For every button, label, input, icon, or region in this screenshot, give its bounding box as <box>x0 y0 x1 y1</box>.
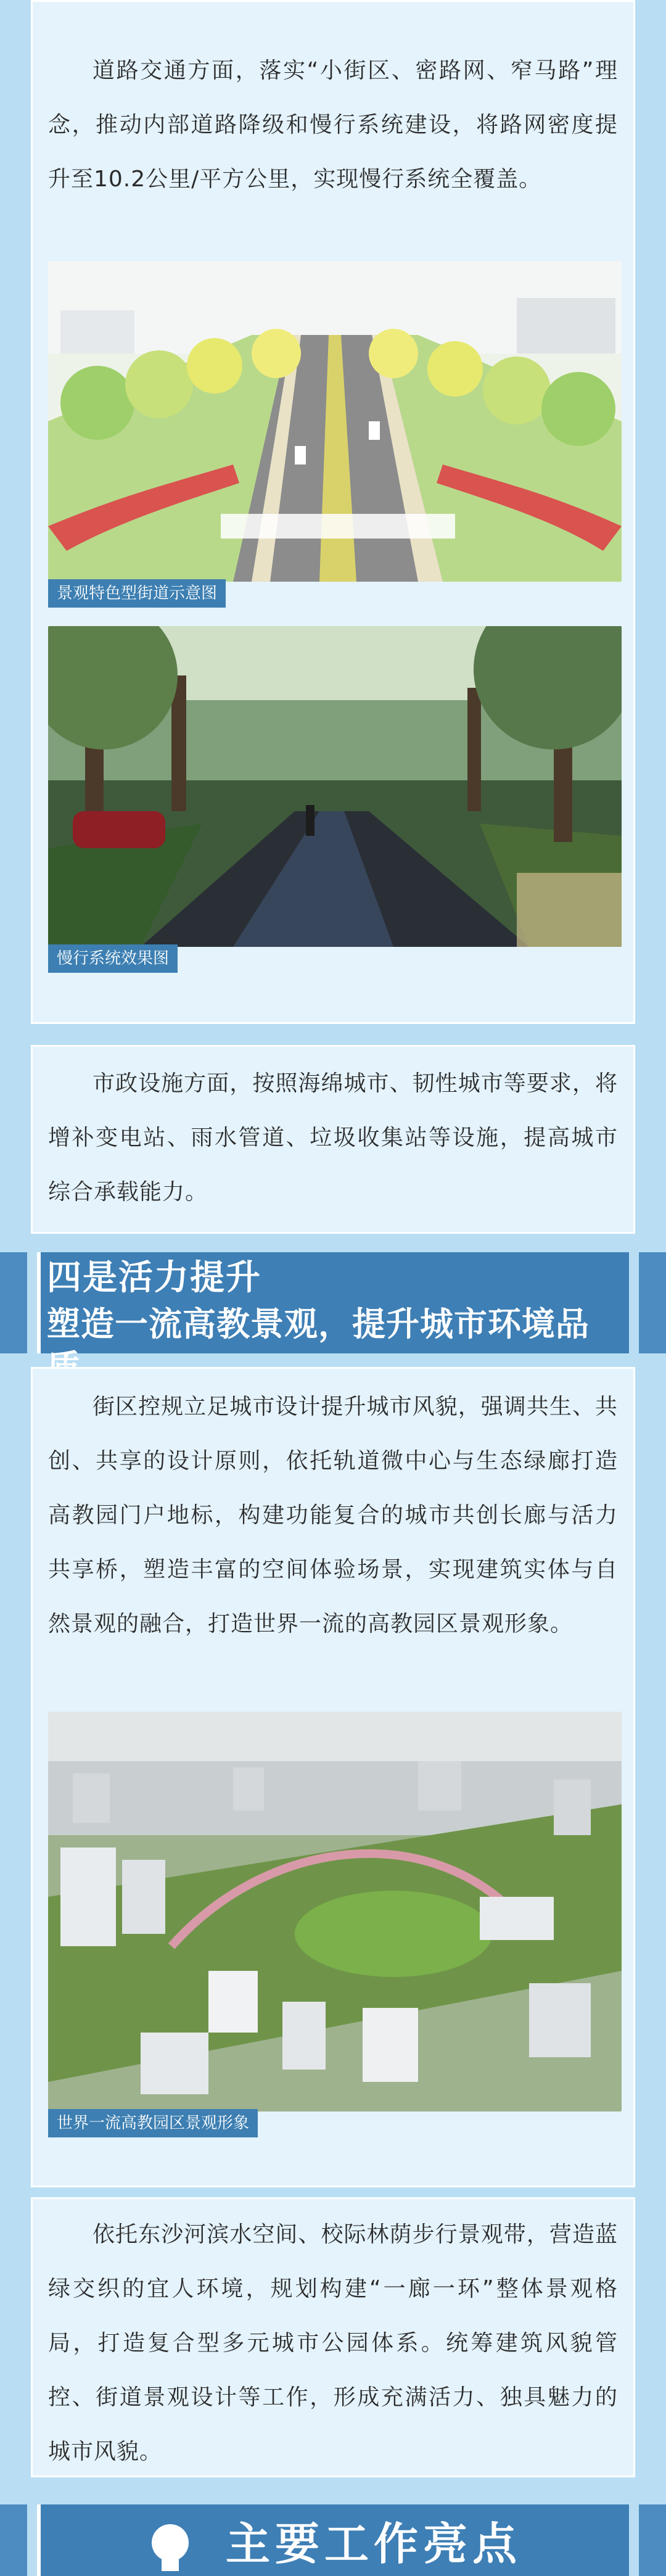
section-heading-vitality <box>37 1252 629 1353</box>
footer-band-right-edge <box>639 2504 666 2576</box>
municipal-paragraph: 市政设施方面，按照海绵城市、韧性城市等要求，将增补变电站、雨水管道、垃圾收集站等设施，提高城市综合承载能力。 <box>48 1071 618 1205</box>
footer-heading-title: 主要工作亮点 <box>226 2518 522 2570</box>
landscape-paragraph: 街区控规立足城市设计提升城市风貌，强调共生、共创、共享的设计原则，依托轨道微中心与生态绿廊打造高教园门户地标，构建功能复合的城市共创长廊与活力共享桥，塑造丰富的空间体验场景，实现建筑实体与自然景观的融合，打造世界一流的高教园区景观形象。 <box>48 1394 618 1637</box>
footer-band-left-edge <box>0 2504 27 2576</box>
content-panel-landscape <box>31 1367 635 2187</box>
campus-landscape-image <box>48 1712 622 2112</box>
footer-heading-band <box>37 2504 629 2576</box>
street-figure-caption: 景观特色型街道示意图 <box>48 579 226 608</box>
content-panel-urban-style <box>31 2197 635 2477</box>
street-landscape-image <box>48 261 622 582</box>
heading-line-2: 塑造一流高教景观，提升城市环境品 <box>47 1305 590 1344</box>
content-panel-municipal <box>31 1045 635 1234</box>
slow-traffic-image <box>48 626 622 947</box>
transport-paragraph: 道路交通方面，落实“小街区、密路网、窄马路”理念，推动内部道路降级和慢行系统建设，将路网密度提升至10.2公里/平方公里，实现慢行系统全覆盖。 <box>48 58 618 192</box>
campus-figure-caption: 世界一流高教园区景观形象 <box>48 2109 258 2137</box>
lightbulb-icon <box>146 2522 195 2576</box>
heading-band-left-edge <box>0 1252 27 1353</box>
heading-band-right-edge <box>639 1252 666 1353</box>
slow-traffic-caption: 慢行系统效果图 <box>48 944 178 973</box>
heading-line-1: 四是活力提升 <box>47 1258 261 1298</box>
content-panel-transport <box>31 0 635 1024</box>
urban-style-paragraph: 依托东沙河滨水空间、校际林荫步行景观带，营造蓝绿交织的宜人环境，规划构建“一廊一环”整体景观格局，打造复合型多元城市公园体系。统筹建筑风貌管控、街道景观设计等工作，形成充满活力、独具魅力的城市风貌。 <box>48 2222 618 2464</box>
